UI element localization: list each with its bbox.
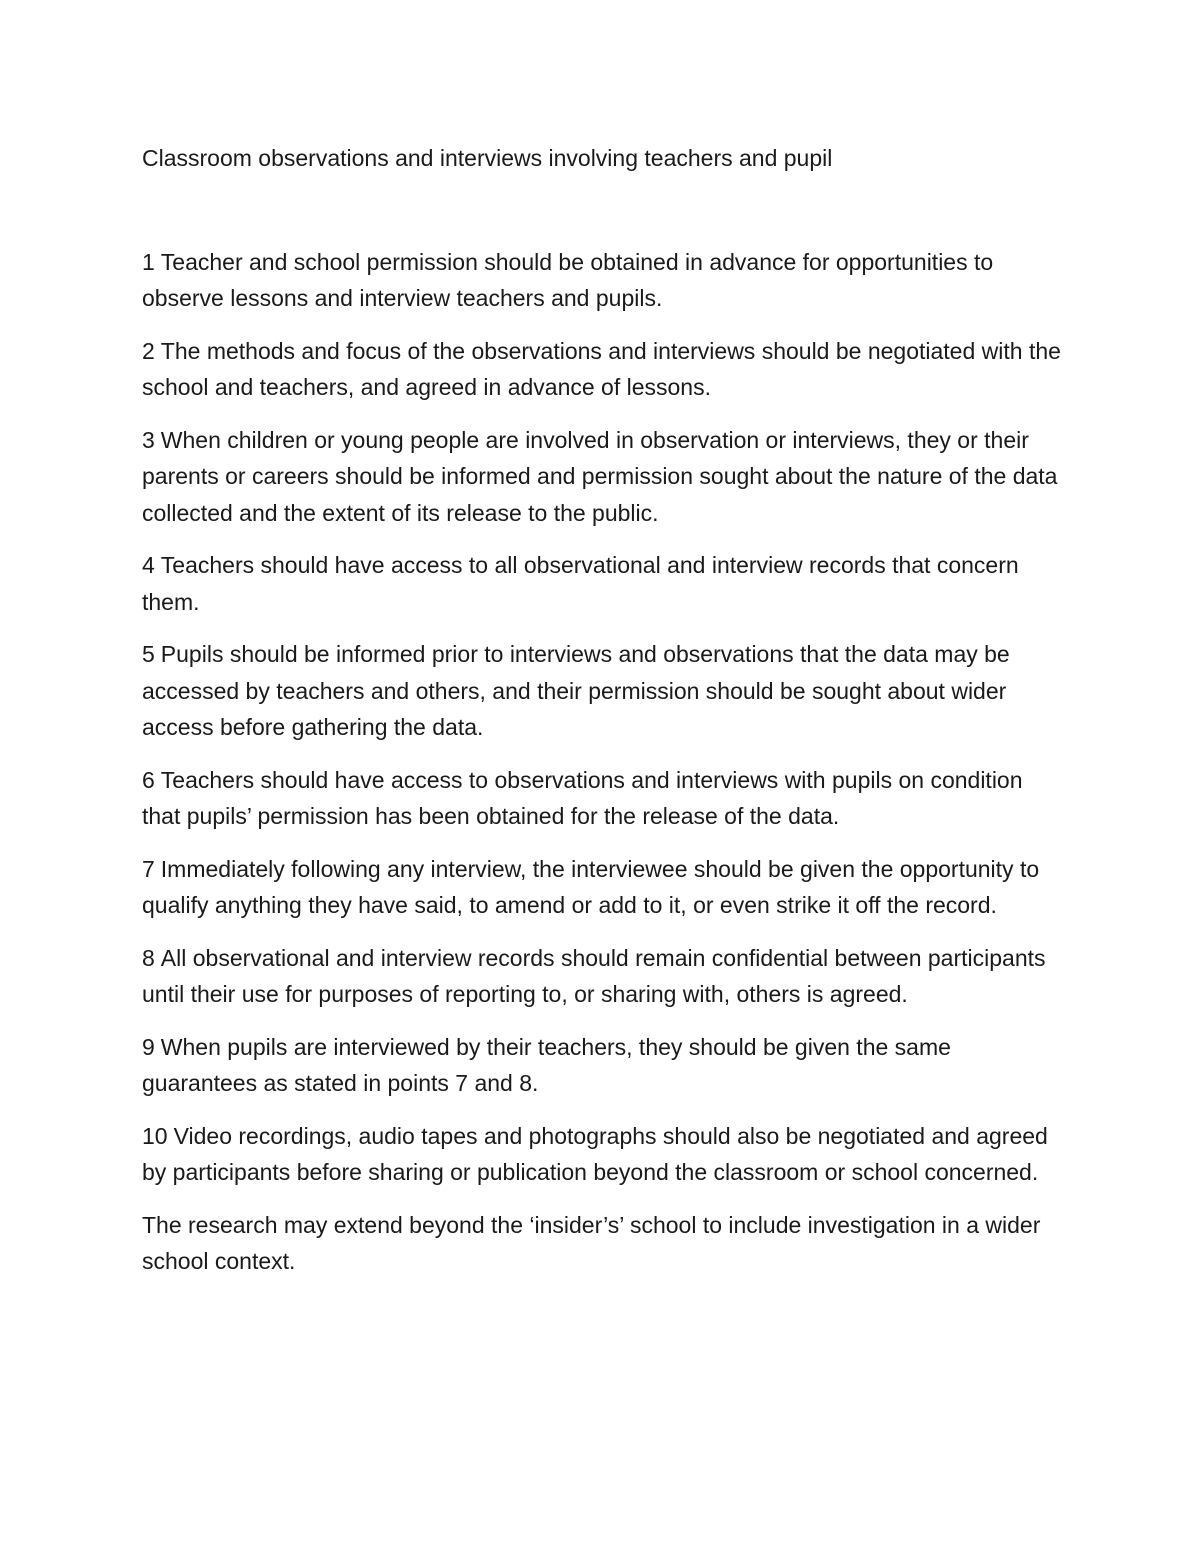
list-item [142, 547, 1062, 620]
item-number: 3 [142, 426, 155, 453]
item-text: Teachers should have access to observations and interviews with pupils on condition that pupils’ permission has been obtained for the release of the data. [142, 766, 1023, 829]
item-number: 1 [142, 248, 155, 275]
item-text: Immediately following any interview, the interviewee should be given the opportunity to qualify anything they have said, to amend or add to it, or even strike it off the record. [142, 855, 1040, 918]
item-text: Teacher and school permission should be obtained in advance for opportunities to observe lessons and interview teachers and pupils. [142, 248, 994, 311]
item-number: 4 [142, 552, 155, 578]
list-item [142, 636, 1062, 746]
list-item [142, 244, 1062, 317]
list-item [142, 851, 1062, 924]
item-text: All observational and interview records should remain confidential between participants until their use for purposes of reporting to, or sharing with, others is agreed. [142, 944, 1046, 1007]
list-item [142, 422, 1062, 532]
list-item [142, 762, 1062, 835]
item-number: 9 [142, 1033, 155, 1060]
list-item [142, 940, 1062, 1013]
item-text: Video recordings, audio tapes and photographs should also be negotiated and agreed by participants before sharing or publication beyond the classroom or school concerned. [142, 1122, 1048, 1185]
document-title: Classroom observations and interviews involving teachers and pupil [142, 145, 833, 171]
list-item [142, 1118, 1062, 1191]
closing-paragraph: The research may extend beyond the ‘insider’s’ school to include investigation in a wider school context. [142, 1211, 1041, 1274]
item-number: 2 [142, 337, 155, 364]
item-number: 8 [142, 944, 155, 971]
document-body [142, 140, 1062, 1296]
item-text: The methods and focus of the observations and interviews should be negotiated with the school and teachers, and agreed in advance of lessons. [142, 337, 1061, 400]
item-text: Pupils should be informed prior to interviews and observations that the data may be accessed by teachers and others, and their permission should be sought about wider access before gathering the data. [142, 641, 1010, 740]
item-number: 6 [142, 766, 155, 793]
item-number: 7 [142, 855, 155, 882]
list-item [142, 333, 1062, 406]
item-number: 10 [142, 1122, 168, 1149]
item-text: When pupils are interviewed by their teachers, they should be given the same guarantees as stated in points 7 and 8. [142, 1033, 951, 1096]
item-number: 5 [142, 641, 155, 667]
list-item [142, 1029, 1062, 1102]
item-text: When children or young people are involved in observation or interviews, they or their parents or careers should be informed and permission sought about the nature of the data collected and the extent of its release to the public. [142, 426, 1058, 526]
item-text: Teachers should have access to all observational and interview records that concern them. [142, 552, 1019, 615]
